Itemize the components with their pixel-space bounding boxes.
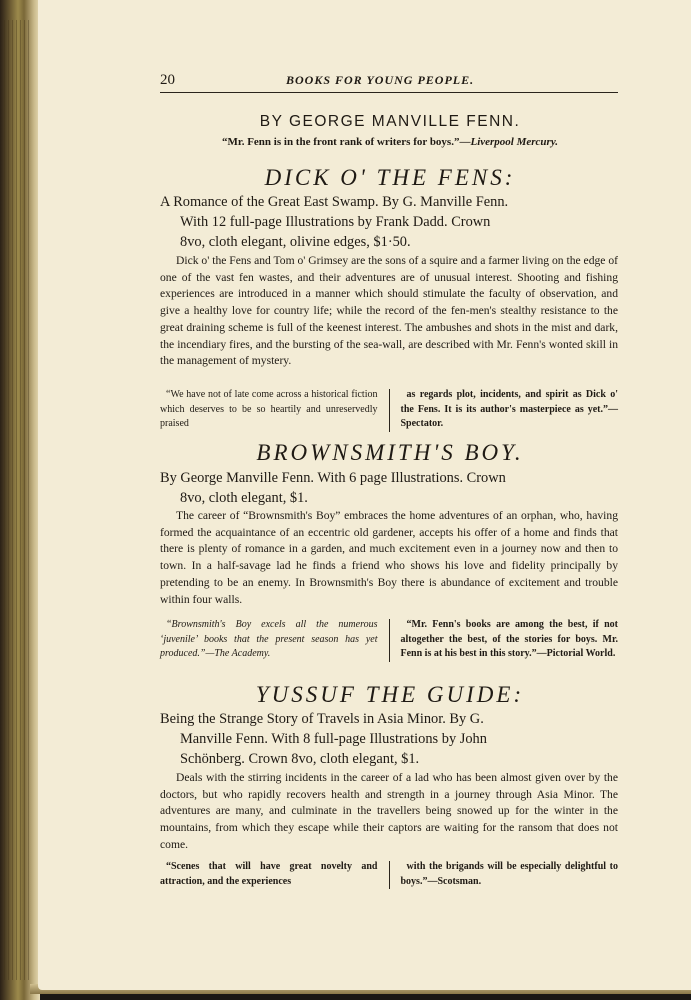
description-line: 8vo, cloth elegant, olivine edges, $1·50. xyxy=(180,234,411,250)
author-heading: BY GEORGE MANVILLE FENN. xyxy=(259,113,521,130)
review-left: “Scenes that will have great novelty and attraction, and the experiences xyxy=(160,861,378,887)
description-line: Schönberg. Crown 8vo, cloth elegant, $1. xyxy=(180,751,420,767)
page-number: 20 xyxy=(160,72,175,88)
description-line: With 12 full-page Illustrations by Frank Dadd. Crown xyxy=(180,214,491,230)
description-line: A Romance of the Great East Swamp. By G. Manville Fenn. xyxy=(160,194,509,210)
review-left: “Brownsmith's Boy excels all the numerous ‘juvenile’ books that the present season has yet produced.”—The Academy. xyxy=(160,619,378,660)
book-description xyxy=(160,468,620,508)
book-summary: The career of “Brownsmith's Boy” embraces the home adventures of an orphan, who, having formed the acquaintance of an eccentric old gardener, accepts his offer of a home and finds that there is plenty of romance in a garden, and much excitement even in a journey now and then to town. In a half-savage lad he finds a friend who shows his love and fidelity principally by pretending to be an enemy. In Brownsmith's Boy there is abundance of excitement and trouble within four walls. xyxy=(160,509,618,606)
book-title-brownsmiths-boy: BROWNSMITH'S BOY. xyxy=(256,440,524,465)
running-head xyxy=(160,72,620,92)
press-reviews xyxy=(160,618,618,662)
press-reviews xyxy=(160,860,618,889)
book-binding xyxy=(0,0,40,1000)
book-summary: Deals with the stirring incidents in the career of a lad who has been almost given over by the doctors, but who rapidly recovers health and strength in a journey through Asia Minor. The adventures are many, and culminate in the travellers being snowed up for the winter in the mountains, from which they escape while their captors are waiting for the ransom that does not come. xyxy=(160,771,618,851)
author-quote-source: Liverpool Mercury. xyxy=(470,136,559,148)
description-line: 8vo, cloth elegant, $1. xyxy=(180,490,308,506)
author-quote-text: “Mr. Fenn is in the front rank of writers for boys.” xyxy=(221,136,460,148)
press-reviews xyxy=(160,388,618,432)
review-right: with the brigands will be especially delightful to boys.”—Scotsman. xyxy=(400,861,618,887)
review-right: as regards plot, incidents, and spirit as Dick o' the Fens. It is its author's masterpiece as yet.”—Spectator. xyxy=(400,389,618,430)
author-quote: “Mr. Fenn is in the front rank of writers for boys.”—Liverpool Mercury. xyxy=(221,136,559,148)
description-line: Manville Fenn. With 8 full-page Illustrations by John xyxy=(180,731,487,747)
description-line: By George Manville Fenn. With 6 page Illustrations. Crown xyxy=(160,470,506,486)
book-description xyxy=(160,709,620,769)
review-divider xyxy=(389,389,390,432)
running-title: BOOKS FOR YOUNG PEOPLE. xyxy=(286,73,475,87)
review-left: “We have not of late come across a historical fiction which deserves to be so heartily and unreservedly praised xyxy=(160,389,378,430)
book-title-dick-o-the-fens: DICK O' THE FENS: xyxy=(264,165,516,190)
book-description xyxy=(160,192,620,252)
header-rule xyxy=(160,92,618,93)
binding-texture xyxy=(4,20,32,980)
review-divider xyxy=(389,861,390,889)
book-summary: Dick o' the Fens and Tom o' Grimsey are the sons of a squire and a farmer living on the edge of one of the vast fen wastes, and their adventures are of unusual interest. Shooting and fishing experiences are introduced in a manner which should stimulate the faculty of observation, and give a healthy love for country life; while the record of the fen-men's stealthy resistance to the great draining scheme is full of the keenest interest. The ambushes and shots in the mist and dark, the incendiary fires, and the bursting of the sea-wall, are described with Mr. Fenn's wonted skill in the management of mystery. xyxy=(160,254,618,368)
book-title-yussuf-the-guide: YUSSUF THE GUIDE: xyxy=(255,682,525,707)
review-right: “Mr. Fenn's books are among the best, if not altogether the best, of the stories for boys. Mr. Fenn is at his best in this story.”—Pictorial World. xyxy=(400,619,618,660)
description-line: Being the Strange Story of Travels in Asia Minor. By G. xyxy=(160,711,484,727)
review-divider xyxy=(389,619,390,662)
